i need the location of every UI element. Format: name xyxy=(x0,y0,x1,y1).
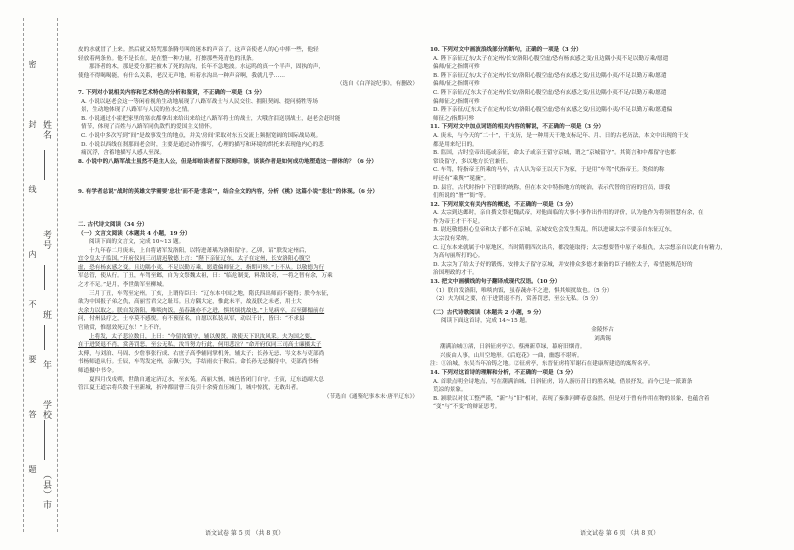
answer-space xyxy=(78,197,418,219)
q10-option: 偏师/征之指期可殄 xyxy=(433,81,480,88)
q7-option: D. 小说以西线在刹那间老会时，主要是通过动作描写，心理的描写和环境的烘托来表现他内心的悲 xyxy=(81,141,324,148)
q10-option: D. 陛下亲征/辽东太子在定州/长安/洛阳心腹空虚/恐有玄感之变/且边隅小夷/不足以勤万乘/愿遣偏 xyxy=(433,107,673,114)
passage-line: 宜令皇太子监国。”开府仪同三司尉迟敬德上言：“陛下亲征辽东，太子在定州，长安洛阳心腹空 xyxy=(78,256,311,263)
seal-char: 内 xyxy=(28,250,37,258)
poem-line: 潮满冶城①渚，日斜征虏亭②。蔡洲新草绿，幕府旧烟青。 xyxy=(440,344,586,351)
binding-margin xyxy=(0,0,70,550)
page-footer-right: 语文试卷 第 6 页 （共 8 页） xyxy=(580,530,660,537)
seal-char: 不 xyxy=(28,300,37,308)
q12-option: B. 尉迟敬德担心皇帝和太子都不在京城，京城安危会发生叛乱，所以进谏太宗不要亲自东征辽东， xyxy=(433,227,676,234)
instruction: 阅读下面这首诗，完成 14~15 题。 xyxy=(441,318,531,325)
q11-option: 常设留守，多以地方长官兼任。 xyxy=(433,158,512,165)
subsection-heading: （二）古代诗歌阅读（本题共 2 小题，9 分） xyxy=(430,309,545,316)
seal-char: 答 xyxy=(28,410,37,418)
class-label: 班 xyxy=(41,310,51,320)
poem-author: 刘禹锡 xyxy=(594,335,611,342)
question-10: 10. 下列对文中画波浪线部分的断句，正确的一项是（3 分） xyxy=(430,47,582,53)
passage-line: 太傅，与刘洎、马周、少詹事张行成、右庶子高季辅同掌机务，辅太子；长孙无忌、岑文本与吏部尚 xyxy=(78,350,325,357)
passage-line: 虚，恐有杨玄感之变。且边隅小夷，不足以勤万乘，愿遣偏师征之，指期可殄。”上不从。以敬德为行 xyxy=(78,264,325,271)
q7-option: C. 小说中多次写到“间”是故事发生的地点，并关'房间'采取对东五交流上频据宽阔的国际战局观。 xyxy=(81,132,322,139)
right-page-content xyxy=(430,46,775,412)
question-13: 13. 把文中画横线的句子翻译成现代汉语。（10 分） xyxy=(430,279,561,286)
passage-line: 欲为中国报子弟之仇，高丽雪君父之耻耳。且方隅大定，惟此未平，故及朕之未老，用士大 xyxy=(78,299,302,306)
passage-line: 三月丁丑，车驾至定州。丁亥，上谓侍臣曰：“辽东本中国之地，隋氏四出师而不能得；朕今东征， xyxy=(89,290,333,297)
story-text-line: 皮的水就冒了上来。然后就又特咒那条腾号叫的迷本的声音了。这声音使老人的心中摔一些，他轻 xyxy=(78,47,319,53)
q10-option: B. 陛下亲征辽东/太子在定州/长安/洛阳心腹空虚/恐有玄感之变/且边隅小夷/不足以勤万乘/愿遣 xyxy=(433,72,667,79)
q13-item: （1）朕自发洛阳，唯啖肉饭，虽春蔬亦不之进，惧其烦扰故也。（5 分） xyxy=(433,287,613,294)
q10-option: A. 陛下亲征辽东/太子在定州/长安洛阳心腹空虚/恐有杨玄感之变/且边隅小夷不足以勤万乘/愿遣 xyxy=(433,55,669,62)
instruction: 阅读下面的文言文，完成 10~13 题。 xyxy=(89,239,185,246)
seal-dashed-line-outer xyxy=(23,18,24,532)
subsection-heading: （一）文言文阅读（本题共 4 小题，19 分） xyxy=(78,230,191,237)
school-label: 学校 xyxy=(41,400,51,420)
seal-char: 封 xyxy=(28,120,37,128)
question-14: 14. 下列对这首诗的理解和分析，不正确的一项是（3 分） xyxy=(430,369,577,376)
story-text-line: 使他不得喝喝能，有什么关系，老汉无声地，听着水沟出一种声音啊，我就几乎…… xyxy=(78,72,285,79)
q10-option: 偏师/征之指期可殄 xyxy=(433,64,480,71)
passage-line: 十九年春二月庚未，上自将诸军发洛阳，以特进萧瑀为洛阳留守。乙卯，诏“朕发定州后， xyxy=(89,247,311,254)
q11-option: B. 监国，古时皇帝出巡或亲征，命太子或亲王留守京城，谓之“京城留守”。其简言和中都留守也都 xyxy=(433,150,676,157)
q12-option: C. 辽东本来就属于中原地区，当时隋朝四次出兵，都没能取得；太宗想要替中原子弟报仇，太宗想亲自以此自有精力， xyxy=(433,244,726,251)
q12-option: 治国理政的才干。 xyxy=(433,270,478,277)
exam-number-label: 考号 xyxy=(41,230,51,250)
q12-option: 为高句丽所打的心。 xyxy=(433,253,484,260)
passage-line: 上将发，太子悲泣数日，上曰：“今留汝镇守，辅以俊贤，欲使天下识汝风采。夫为国之要， xyxy=(89,333,316,340)
q14-option: B. 颔联以对仗工整严谨，“新”与“旧”相对，表现了秦淮河畔春意盎然，但是对于曾有作用在物的景象，也蕴含着 xyxy=(433,395,710,402)
story-source: （选自《白洋淀纪事》，有删改） xyxy=(336,81,418,88)
passage-line: 师道摄中书令。 xyxy=(78,368,118,374)
q11-option: 们所说的“署”“衙”等。 xyxy=(433,193,490,200)
q11-option: 都是用来纪日的。 xyxy=(433,141,478,148)
question-9: 9. 有学者总说“战时的英雄文学需要‘忠壮’而不是‘悲哀’”，结合全文的内容，分析《桃》这篇小说“悲壮”的体现。（6 分） xyxy=(78,189,378,196)
name-label: 姓名 xyxy=(41,120,51,140)
question-8: 8. 小说中的八路军战士虽然不是主人公，但是却给读者留下深刻印象，谈谈作者是如何成功地塑造这一群体的？（6 分） xyxy=(78,158,377,165)
passage-line: 军总管，使从行。丁丑，车驾至邺，自为文祭魏太祖，曰：“临危制变，料敌设奇，一将之智有余，万乘 xyxy=(78,273,333,280)
q14-option: A. 首联点明全诗地点，写在潮满治城、日斜征虏，诗人游历昔日的胜名城，借景抒发，而今已是一派萧条 xyxy=(433,378,693,385)
q12-option: A. 太宗到达邺时，亲自撰文祭祀魏武帝，对他面临的大事小事作出作用的评价，认为他作为将领智慧有余，在 xyxy=(433,210,704,217)
passage-line: 书杨师道从行。壬辰，车驾发定州，亲佩弓矢，手结雨衣于鞍后。命长孙无忌摄侍中，吏部尚书杨 xyxy=(78,359,319,366)
passage-line: 夏四月戊戌朔，世勣自通定济辽水，至玄菟。高丽大骇，城邑皆闭门自守。壬寅，辽东道副大总 xyxy=(89,376,324,383)
class-underline xyxy=(44,325,45,350)
story-text-line: 轻放着两条鱼。他不是长在，是在整一种力量，打擦那些苑青色的汛条。 xyxy=(78,55,258,62)
school-underline xyxy=(44,420,45,460)
q12-option: 太宗没有采纳。 xyxy=(433,236,473,243)
q12-option: 作为帝王才干不足。 xyxy=(433,218,484,225)
q13-item: （2）夫为国之要，在于进贤退不肖，赏善罚恶，至公无私。（5 分） xyxy=(433,296,602,303)
q7-option: B. 小说通过小霍把家里的塞衣都拿出来给出来给过八路军将士的战士，大哦含泪送别战士，赵老会赶时能 xyxy=(81,115,341,122)
passage-line: 夫余力以取之。朕自发洛阳，唯啖肉饭，虽春蔬亦不之进，惧其烦扰故也。”上见病卒，召至御榻前存 xyxy=(78,307,325,314)
q14-option: “变”与“不变”的辩证思考。 xyxy=(433,404,501,411)
passage-line: 官勋赏，惟愿效死辽东！”上不许。 xyxy=(78,325,165,332)
q10-option: 偏师征之/指期可殄 xyxy=(433,98,480,105)
q12-option: D. 太宗为了给太子好的锻炼，安排太子留守京城，并安排众多德才兼备的臣子辅佐太子，希望能规范好的 xyxy=(433,261,693,268)
question-7: 7. 下列对小说相关内容和艺术特色的分析和鉴赏，不正确的一项是（3 分） xyxy=(78,89,266,96)
seal-char: 线 xyxy=(28,185,37,193)
passage-line: 问，付州县疗之，士卒莫不感悦。有不预征名，自愿以私装从军，动以千计，皆曰：“不求县 xyxy=(78,316,305,323)
left-page-content xyxy=(78,46,418,401)
q10-option: C. 陛下亲征/辽东太子在定州/长安/洛阳心腹空虚/恐有玄感之变/且边隅小夷不足/以勤万乘/愿遣 xyxy=(433,89,667,96)
q11-option: A. 庚未，与今天的“二·十”，干支历，是一种用天干地支标记年、月、日的古老历法，本文中出现的干支 xyxy=(433,132,689,139)
q11-option: 呼还有“乘舆”“冕旒”。 xyxy=(433,175,490,182)
poem-title: 金陵怀古 xyxy=(591,327,614,333)
seal-dashed-line-inner xyxy=(57,18,58,532)
question-11: 11. 下列对文中加点词语的相关内容的解说，不正确的一项是（3 分） xyxy=(430,124,605,131)
passage-line: 管江夏王道宗将兵数千至新城，折冲都尉曹三良引十余骑直压城门，城中惊扰，无敢出者。 xyxy=(78,385,302,392)
exam-number-underline xyxy=(44,265,45,290)
passage-source: （节选自《通鉴纪事本末·唐平辽东》） xyxy=(323,393,418,400)
poem-line: 兴废由人事，山川空地形。《后庭花》一曲，幽怨不堪听。 xyxy=(440,352,583,359)
seal-char: 题 xyxy=(28,465,37,473)
q11-option: C. 车驾，特指帝王所乘的马车，古人认为帝王以天下为家，于是用“车驾”代指帝王。类似的称 xyxy=(433,167,665,174)
passage-line: 在于进贤退不肖，赏善罚恶，至公无私，汝当努力行此，何用悲泣？”命开府仪同三司高士廉摄太子 xyxy=(78,342,322,349)
q7-option: A. 小说以赵老会这一等闲看视角生动地展现了八路军战士与人民交往、拥阻契阔、提问骑牲等场 xyxy=(81,98,318,105)
grade-label: 年 xyxy=(41,360,51,370)
passage-line: 之才不足。”是月，李世勣军至柳城。 xyxy=(78,282,168,289)
q10-option: 师征之/指期可殄 xyxy=(433,115,475,122)
page-footer-left: 语文试卷 第 5 页 （共 8 页） xyxy=(205,530,285,537)
question-12: 12. 下列对原文有关内容的概述，不正确的一项是（3 分） xyxy=(430,201,577,208)
poem-note: 注：①冶城，东吴当年冶铸之地。②征虏亭，东晋征虏将军谢石在建康所建造的寓所名亭。 xyxy=(430,361,654,368)
q14-option: 荒凉的景象。 xyxy=(433,387,467,394)
story-text-line: 那泽者的木，那是爱分那拦被木了死的沟沟，长年不急地波。水运呜的真一个半声，固执的声， xyxy=(89,64,324,71)
q7-option: 情节，体现了百姓与八路军同仇敌忾的爱国主义情怀。 xyxy=(81,124,216,131)
seal-char: 要 xyxy=(28,355,37,363)
name-underline xyxy=(44,150,45,180)
q7-option: 痛沉浮，含蓄地描写人感人至深。 xyxy=(81,150,165,157)
county-label: （县）市 xyxy=(41,470,51,510)
answer-space xyxy=(78,166,418,188)
q7-option: 景，生动地体现了八路军与人民的鱼水之情。 xyxy=(81,107,193,114)
q11-option: D. 县官，古代时指中下官职的统称，但在本文中特指地方的统治，表示代替的官府的官员，即我 xyxy=(433,184,671,191)
section-heading: 二. 古代诗文阅读（34 分） xyxy=(78,221,148,228)
seal-char: 密 xyxy=(28,60,37,68)
